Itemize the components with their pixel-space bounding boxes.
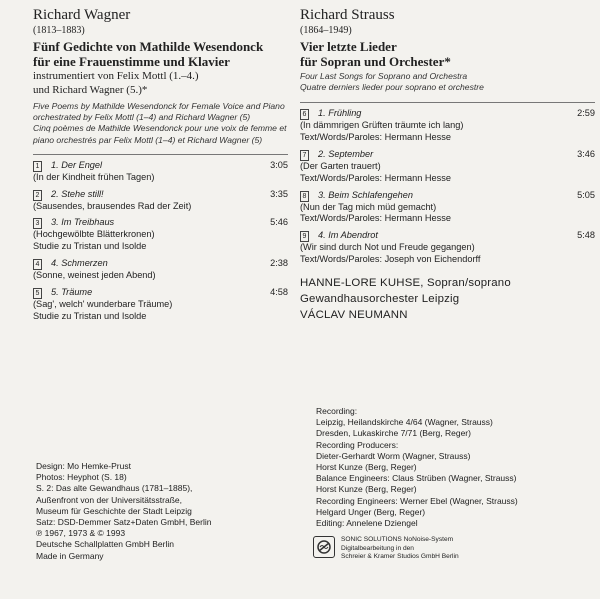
track-title: 1. Frühling xyxy=(318,108,362,119)
track-item xyxy=(33,258,288,282)
nonoise-text xyxy=(341,536,459,562)
track-number: 9 xyxy=(300,231,309,242)
track-title: 3. Im Treibhaus xyxy=(51,217,115,228)
credit-line: Museum für Geschichte der Stadt Leipzig xyxy=(36,505,192,516)
track-number: 2 xyxy=(33,190,42,201)
track-duration: 3:46 xyxy=(577,149,595,159)
production-credits xyxy=(36,461,296,562)
recording-line: Dresden, Lukaskirche 7/71 (Berg, Reger) xyxy=(316,428,471,439)
strauss-composer: Richard Strauss xyxy=(300,7,395,23)
track-detail: (In dämmrigen Grüften träumte ich lang) xyxy=(300,120,464,131)
track-number: 7 xyxy=(300,150,309,161)
track-title: 1. Der Engel xyxy=(51,159,103,170)
track-duration: 5:46 xyxy=(270,217,288,228)
orchestra: Gewandhausorchester Leipzig xyxy=(300,292,460,305)
recording-line: Balance Engineers: Claus Strüben (Wagner, Strauss) xyxy=(316,473,517,484)
track-detail: (Sag', welch' wunderbare Träume) xyxy=(33,298,173,309)
track-duration: 4:58 xyxy=(270,286,288,297)
track-detail: Studie zu Tristan und Isolde xyxy=(33,310,147,321)
track-number: 4 xyxy=(33,259,42,270)
track-duration: 3:35 xyxy=(270,188,288,199)
track-number: 6 xyxy=(300,109,309,120)
wagner-column xyxy=(33,6,288,327)
track-detail: (In der Kindheit frühen Tagen) xyxy=(33,171,155,182)
track-title: 4. Im Abendrot xyxy=(318,230,378,241)
track-detail: (Der Garten trauert) xyxy=(300,161,381,171)
credit-line: Made in Germany xyxy=(36,550,104,561)
track-item xyxy=(33,287,288,323)
recording-line: Recording Producers: xyxy=(316,439,399,450)
recording-line: Horst Kunze (Berg, Reger) xyxy=(316,462,417,473)
logo-text-line: Digitalbearbeitung in den xyxy=(341,544,414,552)
track-duration: 2:59 xyxy=(577,108,595,119)
recording-line: Horst Kunze (Berg, Reger) xyxy=(316,484,417,495)
credit-line: Außenfront von der Universitätsstraße, xyxy=(36,494,182,505)
soloist: HANNE-LORE KUHSE, Sopran/soprano xyxy=(300,276,511,289)
credit-line: Satz: DSD-Demmer Satz+Daten GmbH, Berlin xyxy=(36,517,212,528)
track-title: 3. Beim Schlafengehen xyxy=(318,189,414,200)
track-number: 5 xyxy=(33,288,42,299)
track-duration: 5:05 xyxy=(577,189,595,200)
track-title: 2. September xyxy=(318,149,374,159)
sonic-solutions-noise-icon xyxy=(313,536,335,558)
strauss-title-line-1: Vier letzte Lieder xyxy=(300,39,397,54)
track-item xyxy=(33,160,288,184)
credit-line: Deutsche Schallplatten GmbH Berlin xyxy=(36,539,174,550)
track-detail: (Wir sind durch Not und Freude gegangen) xyxy=(300,242,475,253)
track-item xyxy=(300,190,595,226)
track-item xyxy=(33,217,288,253)
track-number: 1 xyxy=(33,161,42,172)
track-detail: Studie zu Tristan und Isolde xyxy=(33,241,147,252)
recording-line: Editing: Annelene Dziengel xyxy=(316,518,418,529)
wagner-instr-line-2: und Richard Wagner (5.)* xyxy=(33,84,148,96)
track-number: 3 xyxy=(33,218,42,229)
wagner-dates: (1813–1883) xyxy=(33,25,85,36)
wagner-divider xyxy=(33,154,288,155)
strauss-translation-fr: Quatre derniers lieder pour soprano et orchestre xyxy=(300,82,484,93)
wagner-tracklist xyxy=(33,160,288,323)
logo-text-line: SONIC SOLUTIONS NoNoise-System xyxy=(341,536,454,543)
recording-line: Dieter-Gerhardt Worm (Wagner, Strauss) xyxy=(316,450,471,461)
wagner-instr-line-1: instrumentiert von Felix Mottl (1.–4.) xyxy=(33,70,199,82)
track-title: 2. Stehe still! xyxy=(51,188,104,199)
recording-line: Recording Engineers: Werner Ebel (Wagner, Strauss) xyxy=(316,495,518,506)
track-item xyxy=(300,230,595,266)
strauss-dates: (1864–1949) xyxy=(300,25,352,36)
wagner-translation-fr: Cinq poèmes de Mathilde Wesendonck pour une voix de femme et piano orchestrés par Felix Mottl (1–4) et Richard Wagner (5) xyxy=(33,123,287,145)
recording-line: Helgard Unger (Berg, Reger) xyxy=(316,506,426,517)
credit-line: ℗ 1967, 1973 & © 1993 xyxy=(36,528,126,539)
credit-line: Design: Mo Hemke-Prust xyxy=(36,461,131,471)
artist-credits xyxy=(300,275,595,323)
track-detail: (Nun der Tag mich müd gemacht) xyxy=(300,201,437,212)
track-duration: 3:05 xyxy=(270,159,288,170)
recording-info xyxy=(316,406,596,529)
track-duration: 5:48 xyxy=(577,230,595,241)
track-detail: (Sausendes, brausendes Rad der Zeit) xyxy=(33,200,192,211)
track-detail: (Hochgewölbte Blätterkronen) xyxy=(33,229,155,240)
track-detail: Text/Words/Paroles: Hermann Hesse xyxy=(300,172,451,183)
track-detail: Text/Words/Paroles: Joseph von Eichendorff xyxy=(300,253,481,264)
recording-line: Leipzig, Heilandskirche 4/64 (Wagner, Strauss) xyxy=(316,417,493,428)
track-item xyxy=(300,149,595,185)
strauss-title-line-2: für Sopran und Orchester* xyxy=(300,54,451,69)
strauss-divider xyxy=(300,102,595,103)
track-detail: Text/Words/Paroles: Hermann Hesse xyxy=(300,213,451,224)
nonoise-logo-block xyxy=(313,536,593,562)
wagner-composer: Richard Wagner xyxy=(33,7,131,23)
track-number: 8 xyxy=(300,191,309,202)
track-title: 5. Träume xyxy=(51,286,93,297)
wagner-title-line-1: Fünf Gedichte von Mathilde Wesendonck xyxy=(33,39,264,54)
logo-text-line: Schreier & Kramer Studios GmbH Berlin xyxy=(341,553,459,561)
strauss-column xyxy=(300,6,595,323)
wagner-title-line-2: für eine Frauenstimme und Klavier xyxy=(33,54,230,69)
credit-line: Photos: Heyphot (S. 18) xyxy=(36,472,127,483)
track-item xyxy=(33,189,288,213)
track-duration: 2:38 xyxy=(270,258,288,268)
credit-line: S. 2: Das alte Gewandhaus (1781–1885), xyxy=(36,483,193,494)
track-title: 4. Schmerzen xyxy=(51,258,108,268)
track-detail: (Sonne, weinest jeden Abend) xyxy=(33,270,156,280)
recording-line: Recording: xyxy=(316,406,358,416)
strauss-tracklist xyxy=(300,108,595,265)
track-item xyxy=(300,108,595,144)
wagner-translation-en: Five Poems by Mathilde Wesendonck for Female Voice and Piano orchestrated by Felix Mottl (1–4) and Richard Wagner (5) xyxy=(33,101,285,123)
track-detail: Text/Words/Paroles: Hermann Hesse xyxy=(300,132,451,143)
strauss-translation-en: Four Last Songs for Soprano and Orchestra xyxy=(300,71,468,81)
conductor: VÁCLAV NEUMANN xyxy=(300,308,408,321)
